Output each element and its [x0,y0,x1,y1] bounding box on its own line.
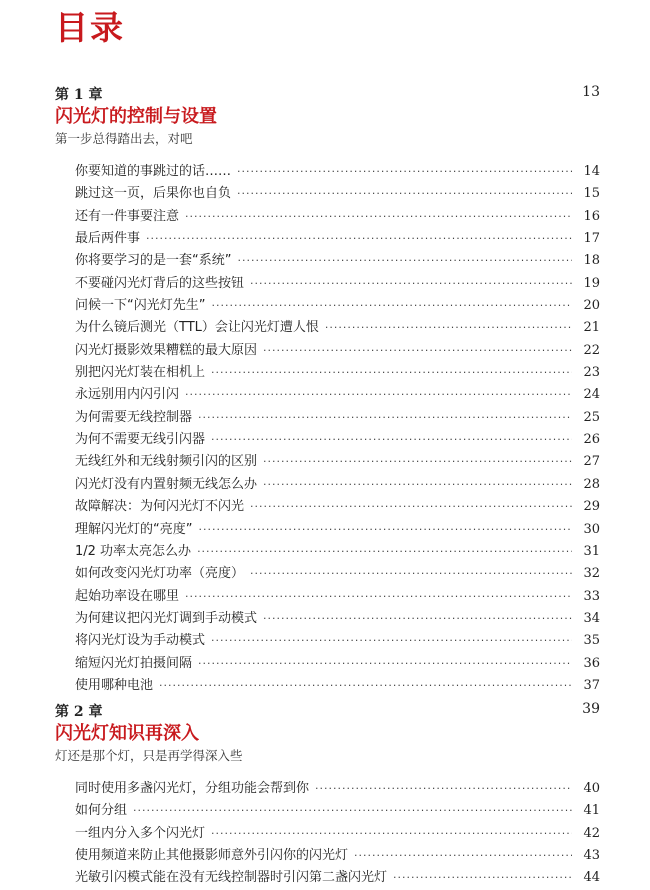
dot-leader [185,586,572,608]
toc-entry[interactable] [55,845,600,867]
dot-leader [250,496,572,518]
toc-entry[interactable] [55,778,600,800]
toc-entry[interactable] [55,496,600,518]
dot-leader [211,429,572,451]
toc-entry-label: 使用哪种电池 [75,677,154,693]
toc-entry-page: 22 [583,342,600,358]
toc-entry-label: 闪光灯没有内置射频无线怎么办 [75,476,258,492]
toc-entry-page: 43 [583,848,600,864]
dot-leader [198,653,572,675]
dot-leader [263,451,572,473]
toc-entry[interactable] [55,183,600,205]
toc-entry-page: 35 [583,633,600,649]
dot-leader [211,630,572,652]
toc-entry-label: 将闪光灯设为手动模式 [75,633,206,649]
toc-entry[interactable] [55,340,600,362]
toc-entry-page: 24 [583,387,600,403]
toc-entry-page: 27 [583,454,600,470]
toc-entry-label: 一组内分入多个闪光灯 [75,825,206,841]
toc-entry-label: 为何不需要无线引闪器 [75,432,206,448]
toc-entry[interactable] [55,317,600,339]
toc-entry[interactable] [55,362,600,384]
toc-entry-label: 为何建议把闪光灯调到手动模式 [75,610,258,626]
toc-entry[interactable] [55,541,600,563]
toc-entry-page: 25 [583,409,600,425]
toc-entry-label: 光敏引闪模式能在没有无线控制器时引闪第二盏闪光灯 [75,870,388,886]
toc-entry[interactable] [55,800,600,822]
toc-entry-page: 21 [583,320,600,336]
toc-entry[interactable] [55,474,600,496]
toc-entry[interactable] [55,407,600,429]
toc-entry[interactable] [55,630,600,652]
dot-leader [211,823,572,845]
toc-entry[interactable] [55,429,600,451]
dot-leader [354,845,572,867]
toc-entry-page: 32 [583,566,600,582]
chapter-page-number: 39 [582,701,600,717]
toc-entry-page: 40 [583,781,600,796]
dot-leader [263,340,572,362]
toc-entry-page: 30 [583,521,600,537]
toc-entry-label: 跳过这一页，后果你也自负 [75,186,232,202]
dot-leader [198,407,572,429]
chapter-header [55,84,600,104]
dot-leader [146,228,572,250]
toc-entry-label: 缩短闪光灯拍摄间隔 [75,655,193,671]
chapter-title: 闪光灯的控制与设置 [55,106,217,127]
toc-entry-page: 34 [583,610,600,626]
toc-entry-label: 1/2 功率太亮怎么办 [75,543,192,559]
toc-entry-label: 如何分组 [75,803,128,819]
toc-entry-label: 为何需要无线控制器 [75,409,193,425]
toc-entry-page: 44 [583,870,600,886]
toc-entry-label: 闪光灯摄影效果糟糕的最大原因 [75,342,258,358]
toc-entry-page: 28 [583,476,600,492]
dot-leader [250,563,572,585]
toc-entry[interactable] [55,250,600,272]
dot-leader [198,519,572,541]
dot-leader [133,800,572,822]
chapter-subtitle: 第一步总得踏出去，对吧 [55,131,193,146]
toc-entry-page: 19 [583,275,600,291]
toc-entry-label: 你要知道的事跳过的话…… [75,164,232,179]
toc-entry-label: 问候一下“闪光灯先生” [75,298,206,314]
toc-entry-label: 永远别用内闪引闪 [75,387,180,403]
toc-entry-page: 17 [583,231,600,247]
toc-entry-page: 29 [583,499,600,515]
toc-entry-label: 如何改变闪光灯功率（亮度） [75,566,245,582]
dot-leader [237,161,572,183]
toc-entry-page: 18 [583,253,600,269]
toc-entry-label: 别把闪光灯装在相机上 [75,365,206,381]
dot-leader [263,474,572,496]
toc-entry-page: 14 [583,164,600,179]
toc-entry[interactable] [55,675,600,697]
toc-entry[interactable] [55,867,600,889]
toc-entry-label: 不要碰闪光灯背后的这些按钮 [75,275,245,291]
toc-entry-label: 同时使用多盏闪光灯，分组功能会帮到你 [75,781,310,796]
dot-leader [197,541,572,563]
dot-leader [185,384,572,406]
chapter-number: 第 2 章 [55,704,103,720]
toc-entry-label: 最后两件事 [75,231,141,247]
chapter-header [55,701,600,721]
toc-entry-label: 无线红外和无线射频引闪的区别 [75,454,258,470]
toc-entry-label: 理解闪光灯的“亮度” [75,521,193,537]
dot-leader [211,362,572,384]
dot-leader [237,183,572,205]
toc-entry[interactable] [55,823,600,845]
toc-entry[interactable] [55,519,600,541]
toc-entry-page: 42 [583,825,600,841]
dot-leader [263,608,572,630]
dot-leader [185,206,572,228]
toc-entry-page: 20 [583,298,600,314]
toc-entry[interactable] [55,451,600,473]
toc-entry[interactable] [55,384,600,406]
page-title: 目录 [55,8,125,47]
chapter-subtitle: 灯还是那个灯，只是再学得深入些 [55,748,243,763]
toc-entry[interactable] [55,206,600,228]
toc-entry-page: 16 [583,208,600,224]
toc-entry-label: 使用频道来防止其他摄影师意外引闪你的闪光灯 [75,848,349,864]
toc-entry-label: 为什么镜后测光（TTL）会让闪光灯遭人恨 [75,320,319,336]
toc-entry[interactable] [55,295,600,317]
toc-entry-page: 33 [583,588,600,604]
toc-entry-label: 还有一件事要注意 [75,208,180,224]
toc-entry[interactable] [55,586,600,608]
chapter-2 [55,701,600,890]
chapter-entries [55,778,600,890]
toc-entry-label: 故障解决：为何闪光灯不闪光 [75,499,245,515]
chapter-page-number: 13 [582,84,600,100]
dot-leader [315,778,572,800]
toc-entry-page: 41 [583,803,600,819]
dot-leader [325,317,572,339]
chapter-entries [55,161,600,697]
toc-entry[interactable] [55,161,600,183]
dot-leader [250,273,572,295]
toc-entry[interactable] [55,273,600,295]
dot-leader [211,295,572,317]
toc-entry-page: 37 [583,677,600,693]
toc-entry[interactable] [55,608,600,630]
toc-entry[interactable] [55,653,600,675]
toc-entry-page: 31 [583,543,600,559]
toc-entry-page: 26 [583,432,600,448]
toc-entry-label: 起始功率设在哪里 [75,588,180,604]
toc-entry[interactable] [55,228,600,250]
chapter-1 [55,84,600,697]
dot-leader [159,675,572,697]
dot-leader [237,250,572,272]
toc-entry[interactable] [55,563,600,585]
toc-entry-page: 36 [583,655,600,671]
toc-entry-label: 你将要学习的是一套“系统” [75,253,232,269]
chapter-title: 闪光灯知识再深入 [55,723,199,744]
toc-entry-page: 15 [583,186,600,202]
toc-entry-page: 23 [583,365,600,381]
chapter-number: 第 1 章 [55,87,103,103]
dot-leader [393,867,572,889]
